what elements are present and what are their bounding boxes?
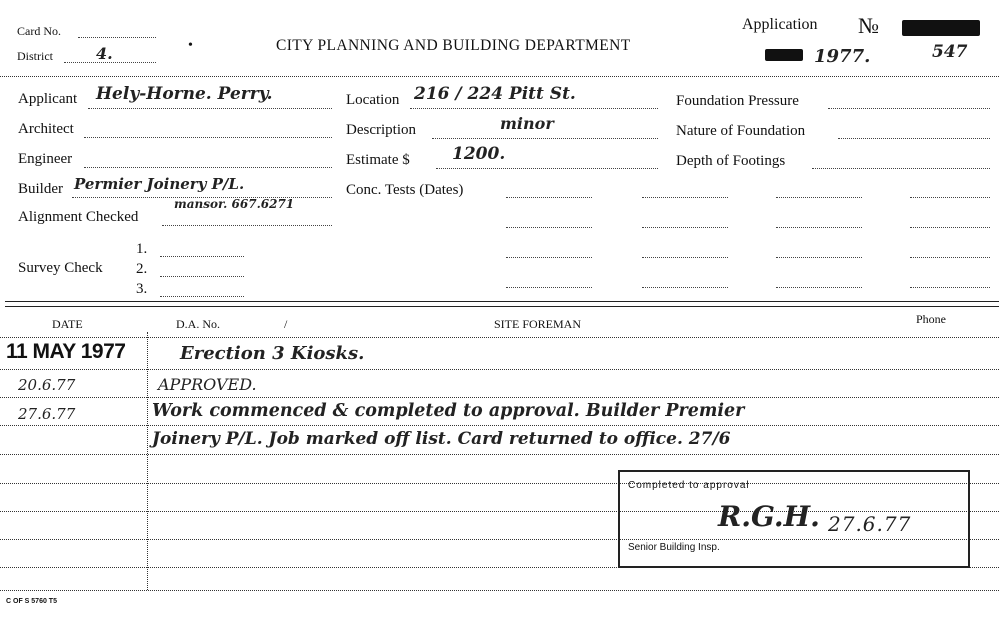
applicant-label: Applicant [18,91,78,107]
foundation-pressure-label: Foundation Pressure [676,93,799,109]
log-line-4 [0,454,999,455]
date-column-divider [147,332,148,590]
engineer-line [84,167,332,168]
description-value: minor [500,114,554,133]
survey-label: Survey Check [18,260,103,276]
conc-line-1b [642,197,728,198]
conc-line-2b [642,227,728,228]
log-line-0 [0,337,999,338]
survey-item-2: 2. [136,261,148,277]
log-row-2-text: Work commenced & completed to approval. Builder Premier [152,401,745,421]
location-line [410,108,658,109]
estimate-value: 1200. [452,144,506,164]
department-title: CITY PLANNING AND BUILDING DEPARTMENT [276,37,631,54]
conc-line-1c [776,197,862,198]
log-row-0-text: Erection 3 Kiosks. [180,343,365,364]
card-no-label: Card No. [17,24,61,38]
foundation-pressure-line [828,108,990,109]
estimate-line [436,168,658,169]
nature-foundation-line [838,138,990,139]
district-label: District [17,49,53,63]
conc-line-2d [910,227,990,228]
alignment-label: Alignment Checked [18,209,139,225]
application-number: 547 [932,42,968,62]
conc-line-3d [910,257,990,258]
phone-header: Phone [916,312,946,326]
bullet-mark: • [188,38,193,53]
survey-line-1 [160,256,244,257]
alignment-line [162,225,332,226]
conc-line-1d [910,197,990,198]
form-code: C OF S 5760 T5 [6,598,57,605]
card-no-line [78,37,156,38]
log-row-2-date: 27.6.77 [18,405,76,423]
log-line-2 [0,397,999,398]
conc-line-4b [642,287,728,288]
stamp-bottom-text: Senior Building Insp. [628,542,720,553]
section-rule-bottom [5,306,999,307]
year-value: 1977. [814,46,871,67]
conc-line-3c [776,257,862,258]
redacted-number [902,20,980,36]
da-slash: / [284,317,288,331]
builder-extra: mansor. 667.6271 [174,197,295,211]
builder-label: Builder [18,181,63,197]
survey-line-3 [160,296,244,297]
estimate-label: Estimate $ [346,152,410,168]
stamp-signature: R.G.H. [718,500,820,533]
conc-line-2a [506,227,592,228]
depth-footings-line [812,168,990,169]
application-label: Application [742,16,818,33]
section-rule-top [5,301,999,302]
log-row-3-text: Joinery P/L. Job marked off list. Card returned to office. 27/6 [152,429,731,449]
conc-line-4c [776,287,862,288]
log-line-3 [0,425,999,426]
architect-label: Architect [18,121,74,137]
survey-item-1: 1. [136,241,148,257]
conc-line-3b [642,257,728,258]
district-value: 4. [96,44,113,63]
header-separator [0,76,999,77]
applicant-line [88,108,332,109]
log-line-9 [0,590,999,591]
builder-value: Permier Joinery P/L. [74,175,245,193]
log-row-0-date: 11 MAY 1977 [6,340,126,363]
da-header: D.A. No. [176,317,220,331]
stamp-top-text: Completed to approval [628,480,750,491]
site-foreman-header: SITE FOREMAN [494,317,582,331]
conc-line-3a [506,257,592,258]
architect-line [84,137,332,138]
survey-line-2 [160,276,244,277]
log-row-1-date: 20.6.77 [18,376,76,394]
conc-line-4d [910,287,990,288]
location-value: 216 / 224 Pitt St. [414,84,576,104]
location-label: Location [346,92,400,108]
nature-foundation-label: Nature of Foundation [676,123,806,139]
log-row-1-text: APPROVED. [158,375,257,394]
redacted-year-prefix [765,49,803,61]
date-header: DATE [52,317,83,331]
log-line-1 [0,369,999,370]
number-sign: № [858,13,879,38]
conc-line-2c [776,227,862,228]
stamp-date: 27.6.77 [828,512,912,536]
conc-tests-label: Conc. Tests (Dates) [346,182,464,198]
survey-item-3: 3. [136,281,148,297]
conc-line-4a [506,287,592,288]
description-label: Description [346,122,416,138]
engineer-label: Engineer [18,151,73,167]
conc-line-1a [506,197,592,198]
applicant-value: Hely-Horne. Perry. [96,84,273,104]
depth-footings-label: Depth of Footings [676,153,786,169]
description-line [432,138,658,139]
